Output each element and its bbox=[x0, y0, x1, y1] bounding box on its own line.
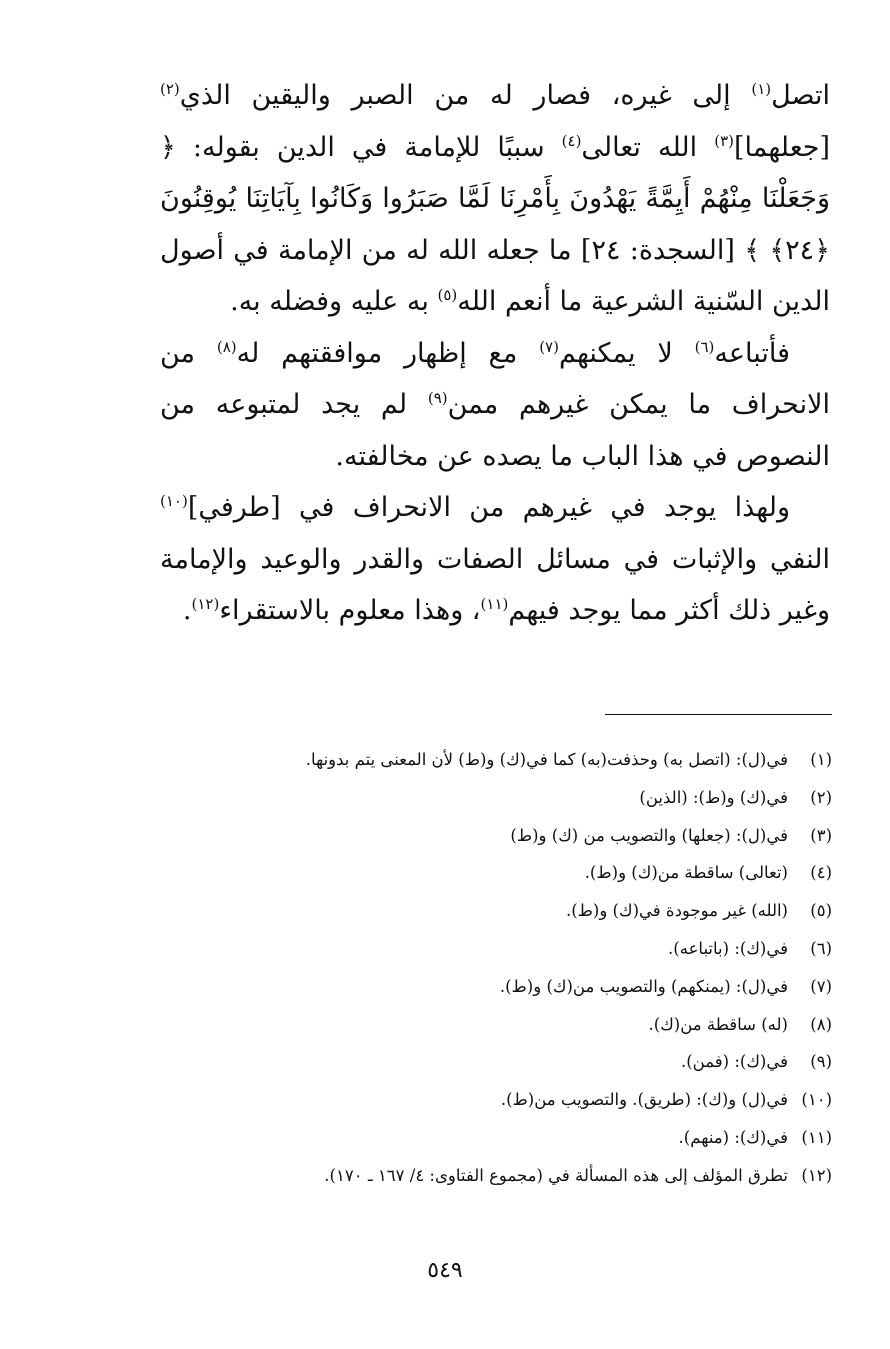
footnote bbox=[160, 741, 832, 779]
footnote-ref-9: (٩) bbox=[427, 389, 448, 407]
footnote bbox=[160, 1043, 832, 1081]
footnote-separator bbox=[605, 714, 832, 715]
main-text bbox=[160, 70, 830, 637]
text-run: ولهذا يوجد في غيرهم من الانحراف في [طرفي] bbox=[187, 492, 790, 523]
footnote-number: (١٢) bbox=[801, 1165, 832, 1185]
text-run: مع إظهار موافقتهم له bbox=[236, 337, 540, 369]
footnote-ref-1: (١) bbox=[751, 80, 772, 98]
footnote bbox=[160, 892, 832, 930]
footnote-text: (الله) غير موجودة في(ك) و(ط). bbox=[565, 901, 788, 921]
text-run: لا يمكنهم bbox=[558, 337, 695, 369]
footnote-text: في(ك): (منهم). bbox=[678, 1127, 788, 1147]
footnote-number: (٦) bbox=[810, 938, 832, 958]
footnote bbox=[160, 968, 832, 1006]
footnote-number: (٨) bbox=[810, 1014, 832, 1034]
footnote-text: في(ك) و(ط): (الذين) bbox=[639, 787, 788, 807]
footnote-number: (٢) bbox=[810, 787, 832, 807]
footnote-ref-8: (٨) bbox=[216, 337, 237, 356]
footnote-text: في(ل): (اتصل به) وحذفت(به) كما في(ك) و(ط) لأن المعنى يتم بدونها. bbox=[305, 750, 788, 769]
footnote bbox=[160, 930, 832, 968]
footnote-ref-6: (٦) bbox=[694, 337, 715, 356]
text-run: . bbox=[182, 595, 192, 626]
footnote-text: في(ل) و(ك): (طريق). والتصويب من(ط). bbox=[500, 1090, 788, 1110]
footnote-number: (١) bbox=[810, 750, 832, 769]
text-run: [السجدة: ٢٤] ما جعله الله له من الإمامة في أصول الدين السّنية الشرعية ما أنعم الله bbox=[160, 234, 830, 317]
paragraph-3 bbox=[160, 482, 830, 637]
footnote-text: (له) ساقطة من(ك). bbox=[648, 1014, 788, 1034]
text-run: من الانحراف ما يمكن غيرهم ممن bbox=[160, 337, 830, 420]
footnote-text: في(ك): (باتباعه). bbox=[668, 938, 788, 958]
footnote-number: (٧) bbox=[810, 976, 832, 996]
footnote bbox=[160, 1157, 832, 1195]
footnote-number: (٩) bbox=[810, 1052, 832, 1072]
text-run: سببًا للإمامة في الدين بقوله: bbox=[175, 131, 562, 163]
footnote-ref-7: (٧) bbox=[539, 337, 559, 356]
footnote bbox=[160, 1006, 832, 1044]
footnote-ref-4: (٤) bbox=[561, 131, 582, 150]
footnote bbox=[160, 779, 832, 817]
text-run: به عليه وفضله به. bbox=[230, 286, 438, 317]
footnote-text: في(ل): (جعلها) والتصويب من (ك) و(ط) bbox=[510, 825, 788, 845]
footnote-text: في(ك): (فمن). bbox=[680, 1052, 788, 1072]
text-run: لم يجد لمتبوعه من النصوص في هذا الباب ما يصده عن مخالفته. bbox=[160, 389, 830, 472]
footnote-ref-12: (١٢) bbox=[191, 595, 220, 613]
footnote bbox=[160, 817, 832, 855]
paragraph-1 bbox=[160, 70, 830, 328]
text-run: الله تعالى bbox=[581, 131, 715, 163]
footnote-number: (٥) bbox=[810, 901, 832, 921]
footnote-ref-11: (١١) bbox=[480, 595, 509, 613]
footnote bbox=[160, 1081, 832, 1119]
text-run: إلى غيره، فصار له من الصبر واليقين الذي bbox=[179, 80, 752, 111]
paragraph-2 bbox=[160, 328, 830, 483]
text-run: [جعلهما] bbox=[733, 131, 830, 163]
footnote-text: تطرق المؤلف إلى هذه المسألة في (مجموع الفتاوى: ٤/ ١٦٧ ـ ١٧٠). bbox=[324, 1165, 788, 1185]
footnote-ref-3: (٣) bbox=[714, 131, 734, 150]
quran-verse: ﴿ وَجَعَلْنَا مِنْهُمْ أَيِمَّةً يَهْدُونَ بِأَمْرِنَا لَمَّا صَبَرُوا وَكَانُوا بِآيَاتِنَا يُوقِنُونَ ﴿٢٤﴾ ﴾ bbox=[160, 131, 830, 266]
text-run: ، وهذا معلوم بالاستقراء bbox=[219, 595, 481, 626]
footnote-ref-2: (٢) bbox=[160, 80, 180, 98]
text-run: النفي والإثبات في مسائل الصفات والقدر والوعيد والإمامة وغير ذلك أكثر مما يوجد فيهم bbox=[160, 543, 830, 626]
footnote-number: (٣) bbox=[810, 825, 832, 845]
footnote bbox=[160, 854, 832, 892]
text-run: اتصل bbox=[771, 80, 830, 111]
footnote-text: (تعالى) ساقطة من(ك) و(ط). bbox=[584, 863, 788, 883]
footnote-number: (٤) bbox=[810, 863, 832, 883]
footnote-number: (١٠) bbox=[801, 1090, 832, 1110]
footnote-ref-5: (٥) bbox=[437, 286, 458, 304]
page-number: ٥٤٩ bbox=[427, 1258, 463, 1283]
footnote-ref-10: (١٠) bbox=[160, 492, 188, 510]
footnote-text: في(ل): (يمنكهم) والتصويب من(ك) و(ط). bbox=[499, 976, 788, 996]
footnote bbox=[160, 1119, 832, 1157]
footnote-number: (١١) bbox=[801, 1127, 832, 1147]
footnotes bbox=[160, 741, 832, 1195]
text-run: فأتباعه bbox=[714, 337, 790, 369]
